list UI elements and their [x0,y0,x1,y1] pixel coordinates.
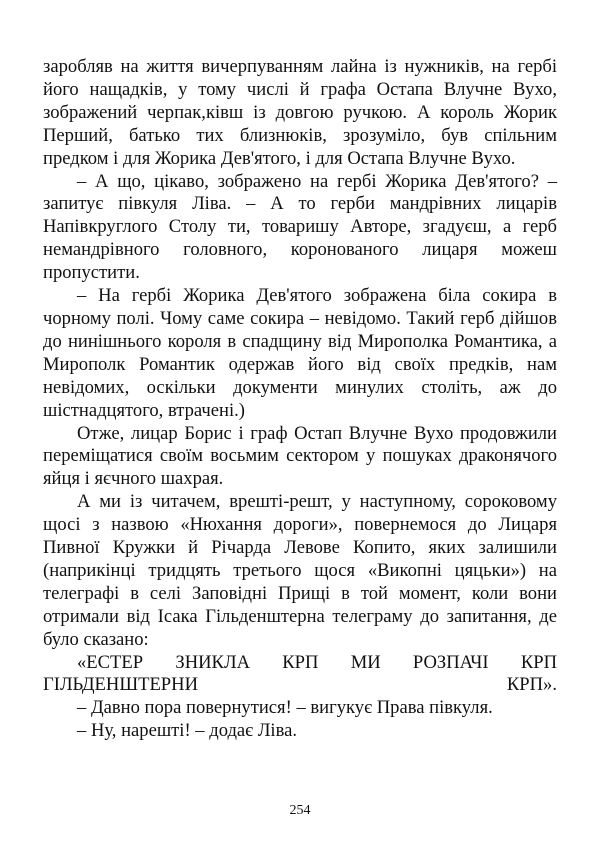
book-page-text [43,56,557,743]
paragraph-7: – Давно пора повернутися! – вигукує Права півкуля. [77,697,493,719]
paragraph-5: А ми із читачем, врешті-решт, у наступному, сороковому щосі з назвою «Нюхання дороги», повернемося до Лицаря Пивної Кружки й Річарда Левове Копито, яких залишили (наприкінці тридцять третього щося «Викопні цяцьки») на телеграфі в селі Заповідні Прищі в той момент, коли вони отримали від Ісака Гільденштерна телеграму до запитання, де було сказано: [43,491,557,650]
page-number: 254 [289,803,311,818]
paragraph-8: – Ну, нарешті! – додає Ліва. [77,720,298,742]
paragraph-3: – На гербі Жорика Дев'ятого зображена біла сокира в чорному полі. Чому саме сокира – невідомо. Такий герб дійшов до нинішнього короля в спадщину від Мирополка Романтика, а Мирополк Романтик одержав його від своїх предків, нам невідомих, оскільки документи минулих століть, аж до шістнадцятого, втрачені.) [43,285,557,421]
telegram-text: «ЕСТЕР ЗНИКЛА КРП МИ РОЗПАЧІ КРП ГІЛЬДЕНШТЕРНИ КРП». [43,651,557,696]
paragraph-4: Отже, лицар Борис і граф Остап Влучне Вухо продовжили переміщатися своїм восьмим сектором у пошуках драконячого яйця і яєчного шахрая. [43,422,557,490]
paragraph-1: заробляв на життя вичерпуванням лайна із нужників, на гербі його нащадків, у тому числі й графа Остапа Влучне Вухо, зображений черпак,ківш із довгою ручкою. А король Жорик Перший, батько тих близнюків, зрозуміло, був спільним предком і для Жорика Дев'ятого, і для Остапа Влучне Вухо. [43,56,557,169]
paragraph-2: – А що, цікаво, зображено на гербі Жорика Дев'ятого? – запитує півкуля Ліва. – А то герби мандрівних лицарів Напівкруглого Столу ти, товаришу Авторе, згадуєш, а герб немандрівного головного, коронованого лицаря можеш пропустити. [43,170,557,284]
